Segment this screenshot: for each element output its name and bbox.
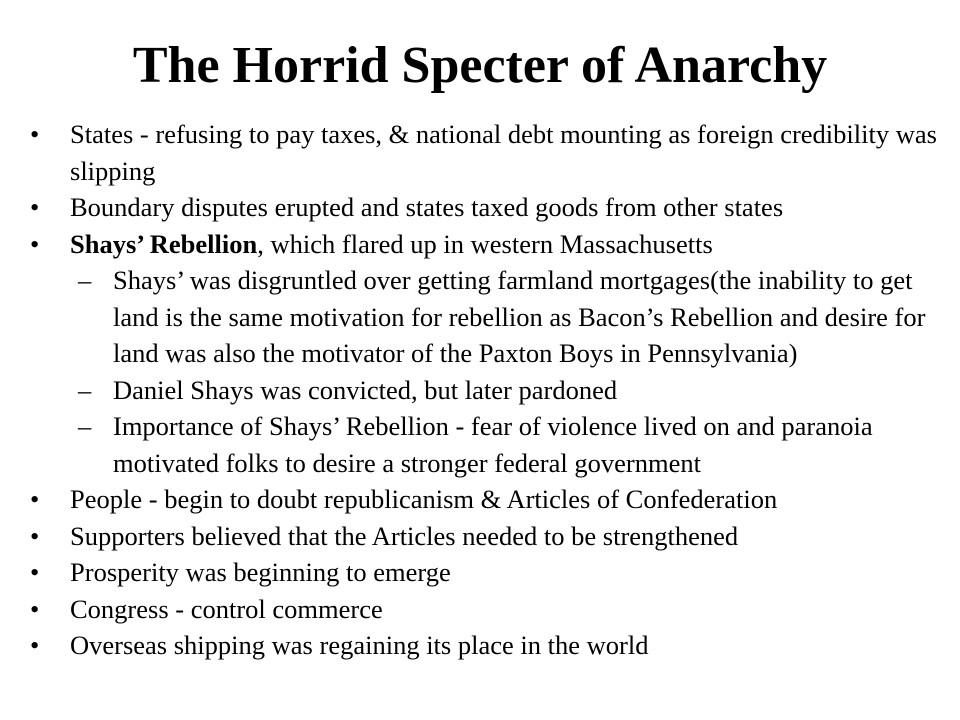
bullet-text: Overseas shipping was regaining its place in the world <box>70 630 649 660</box>
sub-bullet-text: Shays’ was disgruntled over getting farmland mortgages(the inability to get land is the same motivation for rebellion as Bacon’s Rebellion and desire for land was also the motivator of the Paxton Boys in Pennsylvania) <box>113 265 926 368</box>
bullet-text: , which flared up in western Massachusetts <box>257 228 713 259</box>
sub-bullet-item-farmland-mortgages <box>0 262 960 372</box>
bullet-item-congress-commerce <box>0 591 960 628</box>
sub-bullet-text: Daniel Shays was convicted, but later pardoned <box>113 374 618 405</box>
bullet-item-prosperity <box>0 554 960 591</box>
bullet-item-states-taxes <box>0 116 960 189</box>
bullet-item-overseas-shipping <box>0 627 960 664</box>
dash-icon: – <box>78 411 92 441</box>
bullet-text: Supporters believed that the Articles needed to be strengthened <box>70 520 739 551</box>
bullet-icon: • <box>30 557 40 587</box>
sub-bullet-item-importance <box>0 408 960 481</box>
bullet-item-people-doubt <box>0 481 960 518</box>
bullet-item-supporters <box>0 518 960 555</box>
bullet-icon: • <box>30 119 40 149</box>
bullet-icon: • <box>30 520 40 551</box>
bullet-item-shays-rebellion <box>0 226 960 263</box>
bullet-text: Congress - control commerce <box>70 593 383 624</box>
bullet-bold-text: Shays’ Rebellion <box>70 228 258 259</box>
dash-icon: – <box>78 265 92 295</box>
sub-bullet-item-shays-convicted <box>0 372 960 409</box>
sub-bullet-text: Importance of Shays’ Rebellion - fear of violence lived on and paranoia motivated folks to desire a stronger federal government <box>113 411 873 478</box>
bullet-icon: • <box>30 484 40 514</box>
bullet-text: People - begin to doubt republicanism & Articles of Confederation <box>70 484 778 514</box>
bullet-text: States - refusing to pay taxes, & national debt mounting as foreign credibility was slipping <box>70 119 937 186</box>
bullet-icon: • <box>30 630 40 660</box>
slide-title: The Horrid Specter of Anarchy <box>132 37 828 94</box>
bullet-text: Prosperity was beginning to emerge <box>70 557 451 587</box>
bullet-item-boundary-disputes <box>0 189 960 226</box>
bullet-icon: • <box>30 593 40 624</box>
dash-icon: – <box>78 374 92 405</box>
bullet-text: Boundary disputes erupted and states taxed goods from other states <box>70 192 784 222</box>
bullet-list <box>0 116 960 664</box>
bullet-icon: • <box>30 192 40 222</box>
bullet-icon: • <box>30 228 40 259</box>
